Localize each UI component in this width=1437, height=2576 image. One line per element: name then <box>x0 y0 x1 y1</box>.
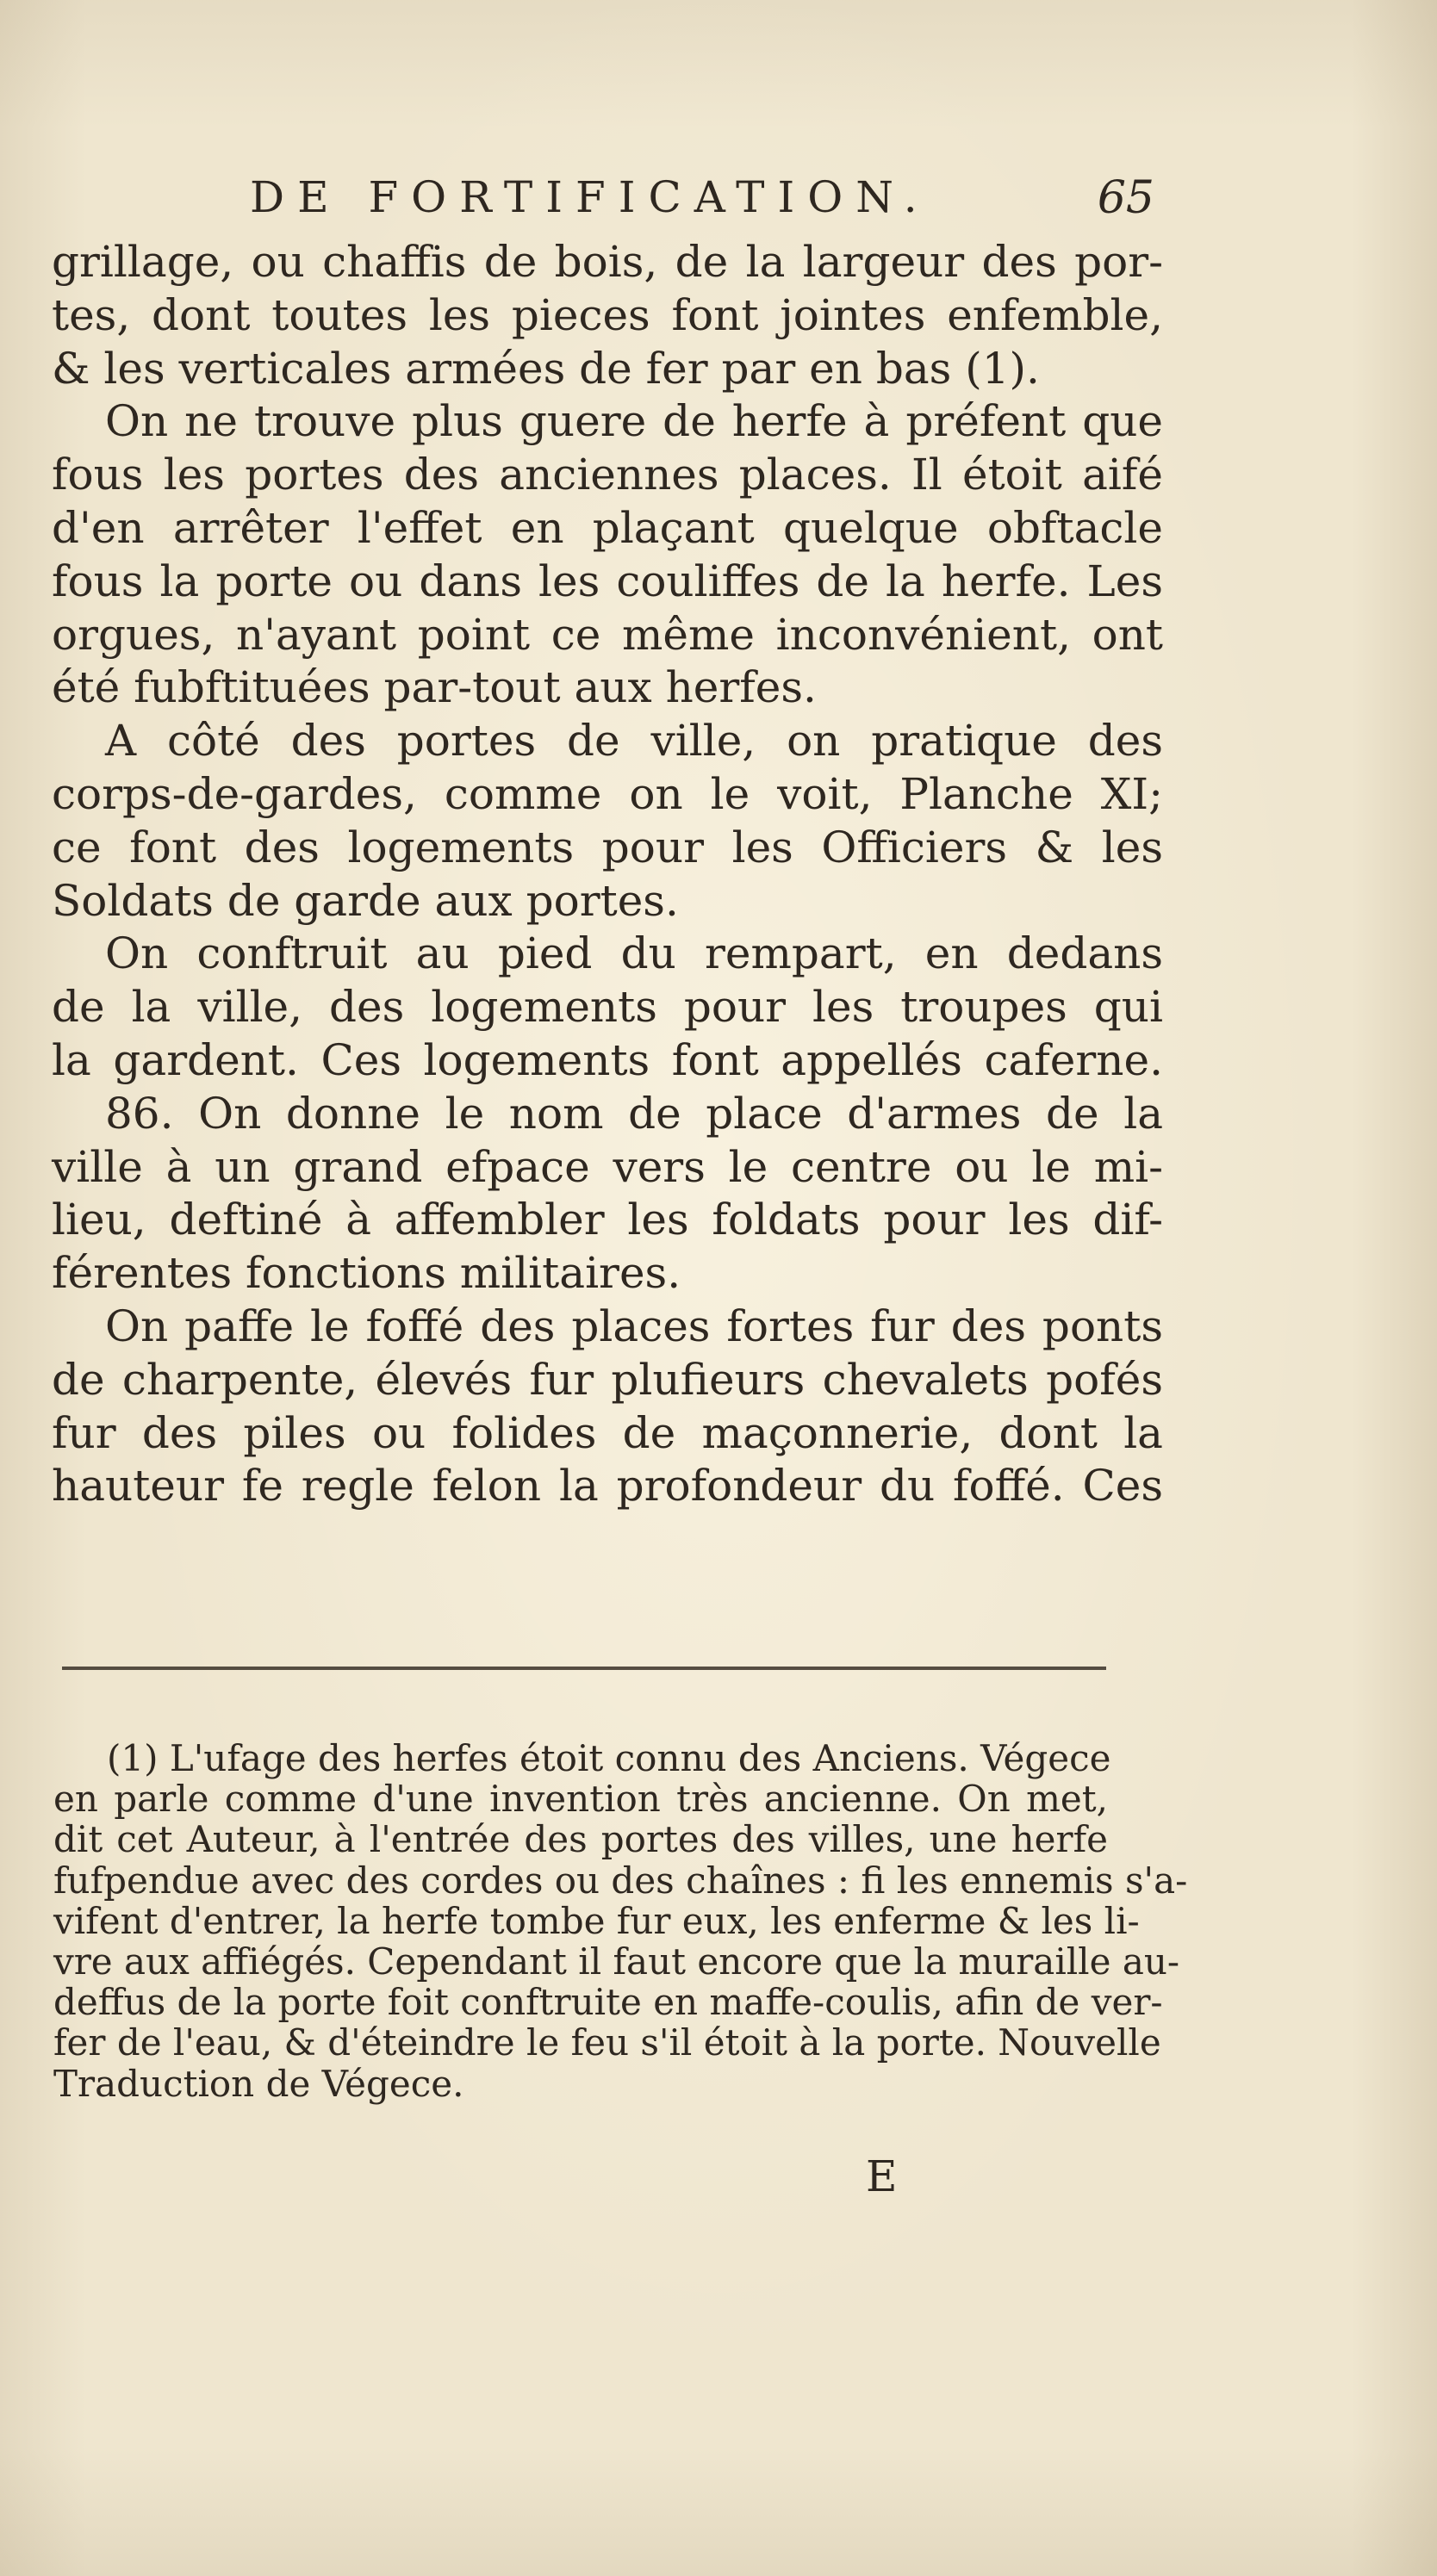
body-line: 86. On donne le nom de place d'armes de la <box>105 1088 1163 1139</box>
body-line: férentes fonctions militaires. <box>52 1248 681 1299</box>
running-title: DE FORTIFICATION. <box>250 172 930 222</box>
body-line: fous la porte ou dans les couliffes de la herfe. Les <box>52 556 1163 606</box>
footnote-line: dit cet Auteur, à l'entrée des portes des villes, une herfe <box>53 1818 1108 1861</box>
body-line: fous les portes des anciennes places. Il étoit aifé <box>52 450 1163 500</box>
body-text <box>52 236 1163 1513</box>
body-line: On conftruit au pied du rempart, en dedans <box>105 928 1163 979</box>
body-line: A côté des portes de ville, on pratique des <box>105 716 1163 767</box>
body-line: de charpente, élevés fur plufieurs chevalets pofés <box>52 1354 1163 1405</box>
footnote <box>53 1737 1188 2105</box>
footnote-line: fufpendue avec des cordes ou des chaînes : fi les ennemis s'a- <box>53 1859 1188 1902</box>
footnote-line: deffus de la porte foit conftruite en maffe-coulis, afin de ver- <box>53 1981 1163 2024</box>
body-line: hauteur fe regle felon la profondeur du foffé. Ces <box>52 1461 1163 1511</box>
body-line: & les verticales armées de fer par en bas (1). <box>52 343 1040 394</box>
body-line: la gardent. Ces logements font appellés caferne. <box>52 1034 1163 1085</box>
body-line: lieu, deftiné à affembler les foldats pour les dif- <box>52 1195 1163 1245</box>
body-line: été fubftituées par-tout aux herfes. <box>52 662 817 713</box>
body-line: fur des piles ou folides de maçonnerie, dont la <box>52 1407 1163 1458</box>
footnote-line: en parle comme d'une invention très ancienne. On met, <box>53 1778 1108 1821</box>
body-line: tes, dont toutes les pieces font jointes enfemble, <box>52 289 1163 340</box>
footnote-line: fer de l'eau, & d'éteindre le feu s'il étoit à la porte. Nouvelle <box>53 2021 1161 2064</box>
page-number: 65 <box>1097 172 1154 224</box>
footnote-line: vifent d'entrer, la herfe tombe fur eux, les enferme & les li- <box>53 1899 1140 1942</box>
body-line: On paffe le foffé des places fortes fur des ponts <box>105 1300 1163 1351</box>
running-head <box>250 172 1154 241</box>
signature-mark: E <box>866 2151 898 2201</box>
footnote-separator-rule <box>62 1667 1106 1670</box>
body-line: orgues, n'ayant point ce même inconvénient, ont <box>52 609 1163 660</box>
body-line: corps-de-gardes, comme on le voit, Planche XI; <box>52 768 1163 819</box>
body-line: ville à un grand efpace vers le centre ou le mi- <box>52 1141 1163 1192</box>
body-line: On ne trouve plus guere de herfe à préfent que <box>105 396 1163 447</box>
body-line: Soldats de garde aux portes. <box>52 875 679 926</box>
footnote-line: (1) L'ufage des herfes étoit connu des Anciens. Végece <box>107 1737 1111 1779</box>
body-line: de la ville, des logements pour les troupes qui <box>52 982 1163 1033</box>
footnote-line: vre aux affiégés. Cependant il faut encore que la muraille au- <box>53 1940 1180 1983</box>
footnote-line: Traduction de Végece. <box>53 2062 464 2105</box>
body-line: d'en arrêter l'effet en plaçant quelque obftacle <box>52 502 1163 553</box>
body-line: grillage, ou chaffis de bois, de la largeur des por- <box>52 237 1163 287</box>
body-line: ce font des logements pour les Officiers & les <box>52 822 1163 872</box>
